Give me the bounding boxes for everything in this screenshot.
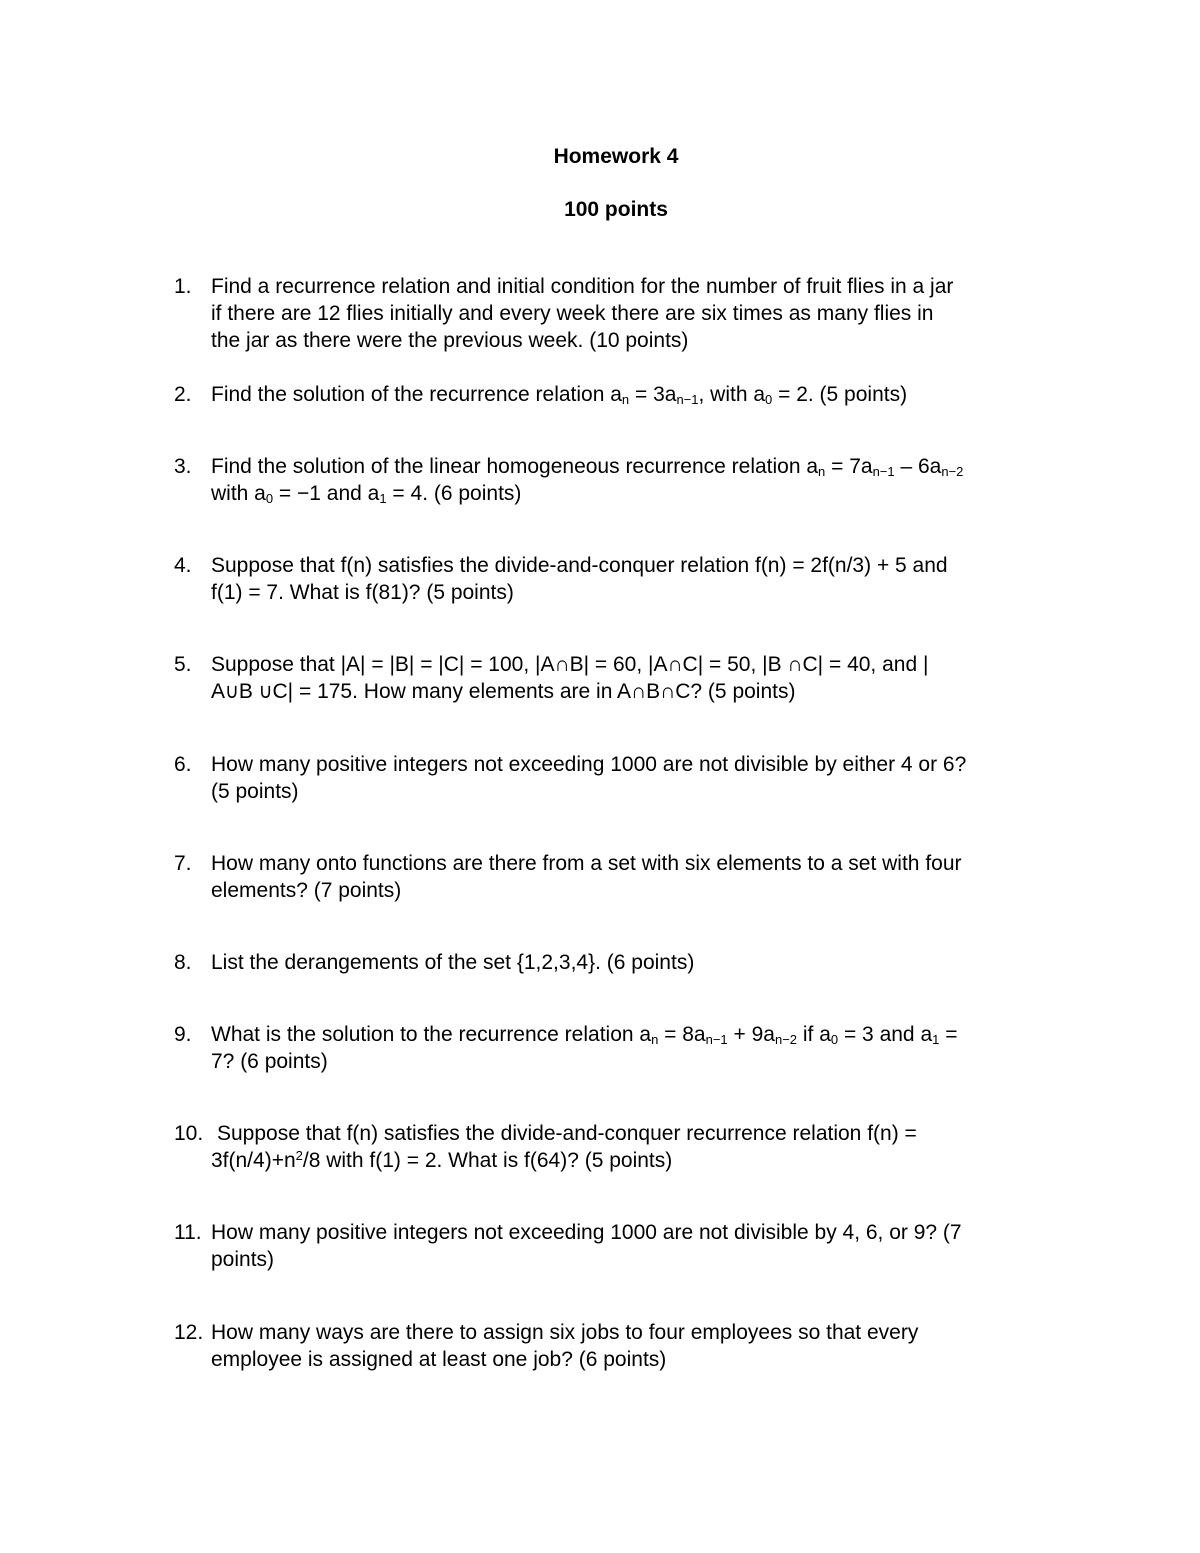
question-line: How many ways are there to assign six jobs to four employees so that every [211, 1321, 919, 1344]
question-number: 7. [174, 852, 192, 875]
question-text [211, 1021, 1071, 1075]
question-line: employee is assigned at least one job? (6 points) [211, 1348, 667, 1371]
subscript: 0 [830, 1032, 839, 1047]
question-number: 4. [174, 554, 192, 577]
question-line: Suppose that |A| = |B| = |C| = 100, |A∩B| = 60, |A∩C| = 50, |B ∩C| = 40, and | [211, 653, 929, 676]
text-run: = 2. (5 points) [772, 383, 908, 406]
question-number: 3. [174, 455, 192, 478]
question-number: 1. [174, 275, 192, 298]
text-run: + 9a [727, 1023, 775, 1046]
subscript: n [651, 1032, 659, 1047]
text-run: Find the solution of the linear homogeneous recurrence relation a [211, 455, 819, 478]
text-run: with a [211, 482, 266, 505]
question-1 [174, 273, 1074, 354]
subscript: 1 [379, 491, 387, 506]
question-text [211, 651, 1071, 705]
text-run: – 6a [894, 455, 942, 478]
text-run: = 3a [629, 383, 677, 406]
question-3 [174, 453, 1074, 507]
question-text [211, 1319, 1071, 1373]
superscript: 2 [295, 1148, 303, 1163]
subscript: n−1 [872, 464, 895, 479]
question-line: How many onto functions are there from a set with six elements to a set with four [211, 852, 962, 875]
text-run: 3f(n/4)+n [211, 1149, 296, 1172]
question-text [211, 453, 1071, 507]
question-line: A∪B ∪C| = 175. How many elements are in A∩B∩C? (5 points) [211, 680, 796, 703]
question-11 [174, 1219, 1074, 1273]
text-run: = 7a [825, 455, 873, 478]
question-line: Suppose that f(n) satisfies the divide-and-conquer relation f(n) = 2f(n/3) + 5 and [211, 554, 948, 577]
question-line: List the derangements of the set {1,2,3,4}. (6 points) [211, 951, 695, 974]
text-run: , with a [698, 383, 766, 406]
question-number: 5. [174, 653, 192, 676]
question-number: 6. [174, 753, 192, 776]
question-10 [174, 1120, 1074, 1174]
question-text [211, 949, 1071, 976]
question-line: the jar as there were the previous week. (10 points) [211, 329, 689, 352]
question-5 [174, 651, 1074, 705]
question-line: (5 points) [211, 780, 299, 803]
question-12 [174, 1319, 1074, 1373]
question-line: Find a recurrence relation and initial condition for the number of fruit flies in a jar [211, 275, 954, 298]
question-line [211, 453, 1071, 480]
subscript: 0 [765, 392, 773, 407]
subscript: 1 [932, 1032, 940, 1047]
question-7 [174, 850, 1074, 904]
text-run: Suppose that f(n) satisfies the divide-and-conquer recurrence relation f(n) = [217, 1122, 917, 1145]
question-8 [174, 949, 1074, 976]
question-text [211, 552, 1071, 606]
question-line [211, 480, 1071, 507]
question-number: 2. [174, 383, 192, 406]
subscript: n−1 [676, 392, 699, 407]
question-line [211, 381, 1071, 408]
question-text [211, 850, 1071, 904]
subscript: n [621, 392, 630, 407]
question-line: elements? (7 points) [211, 879, 402, 902]
total-points: 100 points [564, 198, 668, 221]
question-text [211, 1219, 1071, 1273]
question-line: if there are 12 flies initially and every week there are six times as many flies in [211, 302, 934, 325]
question-text [211, 273, 1071, 354]
text-run: 7? (6 points) [211, 1050, 328, 1073]
question-6 [174, 751, 1074, 805]
question-2 [174, 381, 1074, 408]
question-4 [174, 552, 1074, 606]
subscript: n−2 [774, 1032, 798, 1047]
question-9 [174, 1021, 1074, 1075]
question-text [211, 381, 1071, 408]
text-run: = [939, 1023, 958, 1046]
question-text [211, 751, 1071, 805]
question-line: f(1) = 7. What is f(81)? (5 points) [211, 581, 514, 604]
question-number: 12. [174, 1321, 204, 1344]
text-run: = 4. (6 points) [386, 482, 522, 505]
text-run: = 3 and a [838, 1023, 933, 1046]
question-number: 11. [174, 1221, 202, 1244]
text-run: = −1 and a [273, 482, 380, 505]
question-line [211, 1021, 1071, 1048]
text-run: /8 with f(1) = 2. What is f(64)? (5 points) [302, 1149, 673, 1172]
subscript: n−2 [941, 464, 964, 479]
subscript: n [818, 464, 826, 479]
question-number: 9. [174, 1023, 192, 1046]
question-line [211, 1048, 1071, 1075]
question-line: How many positive integers not exceeding 1000 are not divisible by 4, 6, or 9? (7 [211, 1221, 962, 1244]
question-line: points) [211, 1248, 275, 1271]
text-run: Find the solution of the recurrence relation a [211, 383, 622, 406]
subscript: 0 [265, 491, 274, 506]
question-number: 10. [174, 1122, 204, 1145]
subscript: n−1 [705, 1032, 728, 1047]
document-title: Homework 4 [553, 145, 679, 168]
question-text [211, 1120, 1077, 1174]
question-line [217, 1120, 1077, 1147]
text-run: What is the solution to the recurrence relation a [211, 1023, 652, 1046]
text-run: = 8a [658, 1023, 706, 1046]
text-run: if a [797, 1023, 831, 1046]
question-number: 8. [174, 951, 192, 974]
question-line [211, 1147, 1077, 1174]
question-line: How many positive integers not exceeding 1000 are not divisible by either 4 or 6? [211, 753, 967, 776]
